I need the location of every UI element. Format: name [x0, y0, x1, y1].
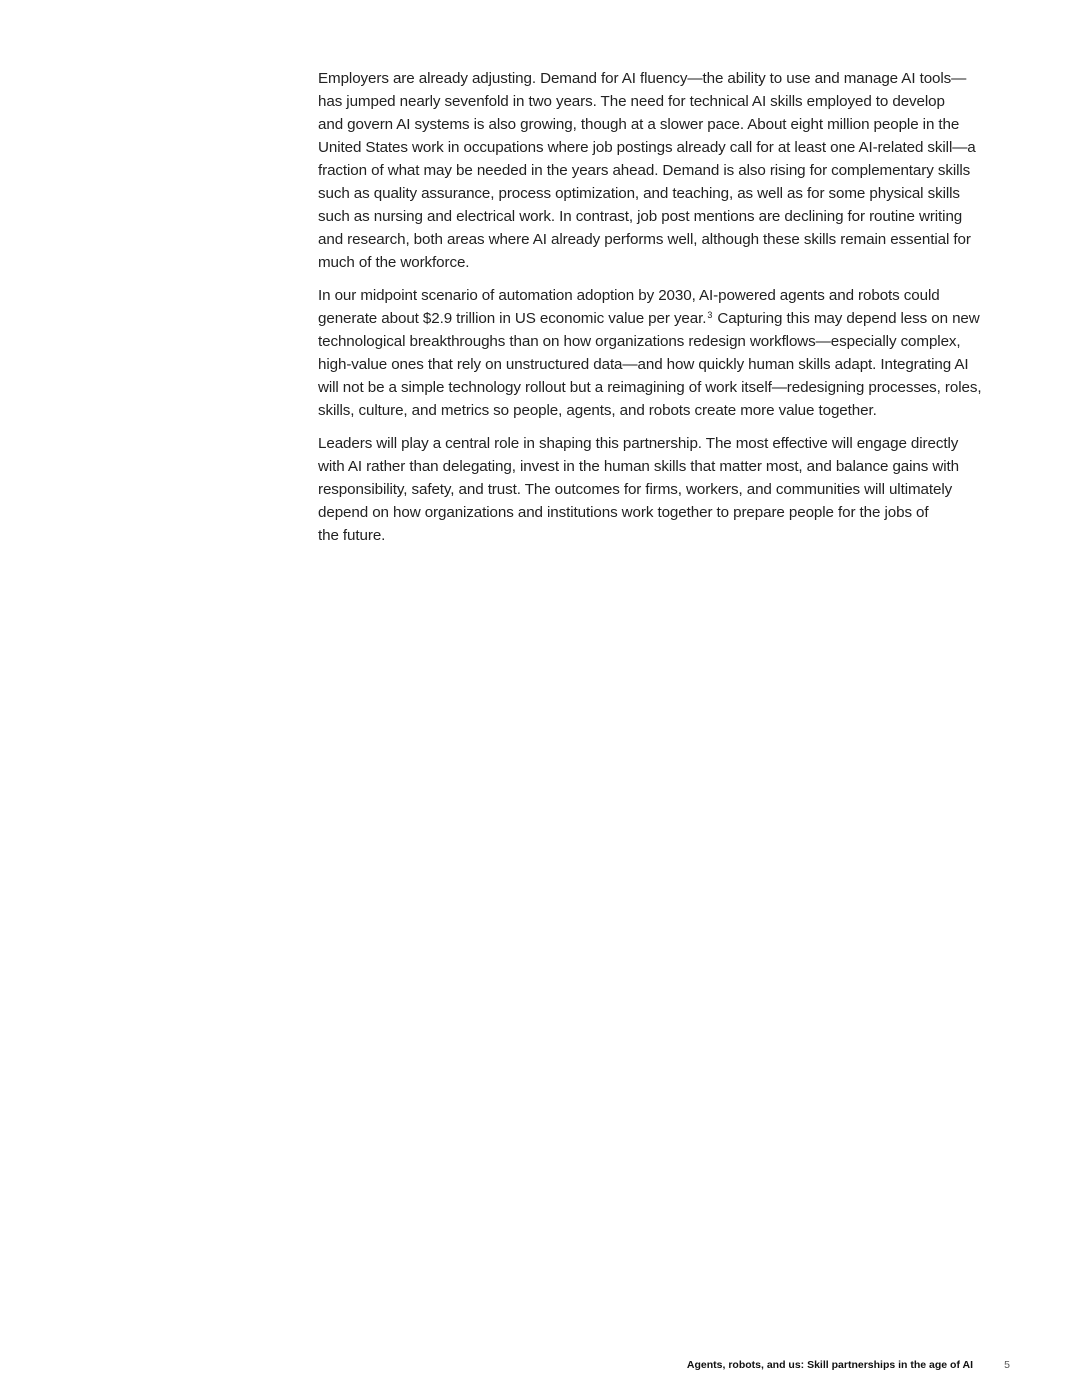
text-line: responsibility, safety, and trust. The outcomes for firms, workers, and communities will ultimately	[318, 481, 953, 498]
text-line: such as quality assurance, process optimization, and teaching, as well as for some physical skills	[318, 185, 960, 202]
body-text	[318, 67, 1018, 557]
text-line: high-value ones that rely on unstructured data—and how quickly human skills adapt. Integrating AI	[318, 356, 969, 373]
text-line: the future.	[318, 527, 386, 544]
text-line: with AI rather than delegating, invest in the human skills that matter most, and balance gains with	[318, 458, 959, 475]
text-line: Leaders will play a central role in shaping this partnership. The most effective will engage directly	[318, 435, 959, 452]
footer-title: Agents, robots, and us: Skill partnerships in the age of AI	[686, 1359, 973, 1371]
page-footer	[600, 1357, 1011, 1373]
page-number: 5	[1004, 1359, 1010, 1371]
text-line: has jumped nearly sevenfold in two years. The need for technical AI skills employed to develop	[318, 93, 945, 110]
text-line: such as nursing and electrical work. In contrast, job post mentions are declining for routine writing	[318, 208, 963, 225]
text-fragment: generate about $2.9 trillion in US economic value per year.	[318, 310, 707, 327]
paragraph-employers	[318, 67, 1018, 274]
paragraph-leaders	[318, 432, 1018, 547]
text-line: Employers are already adjusting. Demand for AI fluency—the ability to use and manage AI tools—	[318, 70, 967, 87]
text-line: and govern AI systems is also growing, though at a slower pace. About eight million people in the	[318, 116, 960, 133]
text-line: In our midpoint scenario of automation adoption by 2030, AI-powered agents and robots could	[318, 287, 940, 304]
text-line: much of the workforce.	[318, 254, 470, 271]
text-line: technological breakthroughs than on how organizations redesign workflows—especially complex,	[318, 333, 961, 350]
text-line: and research, both areas where AI already performs well, although these skills remain essential for	[318, 231, 971, 248]
paragraph-midpoint-scenario	[318, 284, 1018, 422]
text-line: fraction of what may be needed in the years ahead. Demand is also rising for complementary skills	[318, 162, 971, 179]
text-fragment: Capturing this may depend less on new	[713, 310, 980, 327]
text-line: will not be a simple technology rollout but a reimagining of work itself—redesigning processes, roles,	[318, 379, 982, 396]
text-line	[318, 307, 1018, 330]
text-line: depend on how organizations and institutions work together to prepare people for the jobs of	[318, 504, 929, 521]
text-line: United States work in occupations where job postings already call for at least one AI-related skill—a	[318, 139, 976, 156]
footnote-marker: 3	[707, 310, 713, 320]
text-line: skills, culture, and metrics so people, agents, and robots create more value together.	[318, 402, 877, 419]
